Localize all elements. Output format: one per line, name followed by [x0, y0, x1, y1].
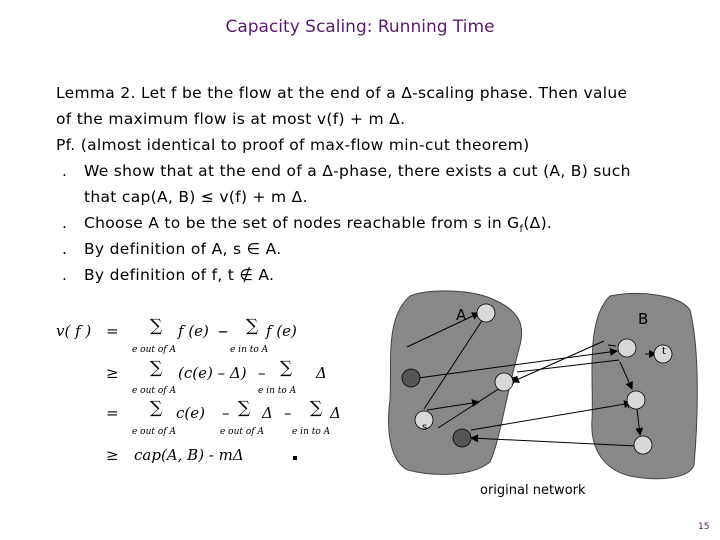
sum-symbol: ∑ — [246, 316, 259, 336]
math-term: Δ — [262, 404, 273, 422]
sum-symbol: ∑ — [150, 398, 163, 418]
bullet-text: By definition of f, t ∉ A. — [84, 266, 275, 284]
math-op: – — [218, 318, 228, 342]
cut-label-B: B — [638, 310, 649, 328]
bullet-marker: . — [62, 240, 68, 258]
node-A-light — [495, 373, 513, 391]
math-term: Δ — [330, 404, 341, 422]
math-term: (c(e) – Δ) — [178, 364, 247, 382]
math-op: – — [258, 364, 266, 382]
math-rel-eq: = — [106, 404, 119, 422]
bullet-text: By definition of A, s ∈ A. — [84, 240, 282, 258]
node-B-1 — [618, 339, 636, 357]
bullet-text: Choose A to be the set of nodes reachable from s in G — [84, 214, 520, 232]
proof-line: Pf. (almost identical to proof of max-flow min-cut theorem) — [56, 136, 530, 154]
node-B-2 — [627, 391, 645, 409]
math-rel-geq: ≥ — [106, 364, 119, 382]
cut-label-A: A — [456, 306, 467, 324]
bullet-text: that cap(A, B) ≤ v(f) + m Δ. — [84, 188, 308, 206]
node-A-top — [477, 304, 495, 322]
bullet-text-tail: (Δ). — [523, 214, 553, 232]
sum-symbol: ∑ — [238, 398, 251, 418]
sum-subscript: e out of A — [220, 427, 264, 437]
bullet-marker: . — [62, 214, 68, 232]
page-number: 15 — [698, 522, 710, 532]
sum-subscript: e out of A — [132, 386, 176, 396]
node-A-dark-1 — [402, 369, 420, 387]
lemma-line-1: Lemma 2. Let f be the flow at the end of a Δ-scaling phase. Then value — [56, 84, 628, 102]
sum-symbol: ∑ — [150, 358, 163, 378]
bullet-marker: . — [62, 266, 68, 284]
math-term: f (e) — [266, 322, 297, 340]
node-B-3 — [634, 436, 652, 454]
bullet-subscript: f — [519, 224, 524, 236]
edge — [512, 341, 604, 382]
sink-label: t — [662, 346, 666, 357]
math-rel-geq: ≥ — [106, 446, 119, 464]
source-label: s — [422, 422, 428, 433]
math-op: – — [222, 404, 230, 422]
math-op: – — [284, 404, 292, 422]
math-term: f (e) — [178, 322, 209, 340]
math-term: c(e) — [176, 404, 205, 422]
sum-symbol: ∑ — [150, 316, 163, 336]
math-term: cap(A, B) - mΔ — [134, 446, 244, 464]
math-rel-eq: = — [106, 322, 119, 340]
slide-title: Capacity Scaling: Running Time — [225, 17, 495, 37]
sum-subscript: e in to A — [230, 345, 269, 355]
sum-symbol: ∑ — [310, 398, 323, 418]
math-term: Δ — [316, 364, 327, 382]
diagram-caption: original network — [480, 483, 586, 498]
bullet-marker: . — [62, 162, 68, 180]
lemma-line-2: of the maximum flow is at most v(f) + m Δ. — [56, 110, 406, 128]
sum-subscript: e out of A — [132, 345, 176, 355]
sum-subscript: e in to A — [258, 386, 297, 396]
sum-subscript: e in to A — [292, 427, 331, 437]
bullet-text: We show that at the end of a Δ-phase, there exists a cut (A, B) such — [84, 162, 631, 180]
sum-symbol: ∑ — [280, 358, 293, 378]
node-A-dark-2 — [453, 429, 471, 447]
math-lhs: v( f ) — [56, 322, 92, 340]
sum-subscript: e out of A — [132, 427, 176, 437]
